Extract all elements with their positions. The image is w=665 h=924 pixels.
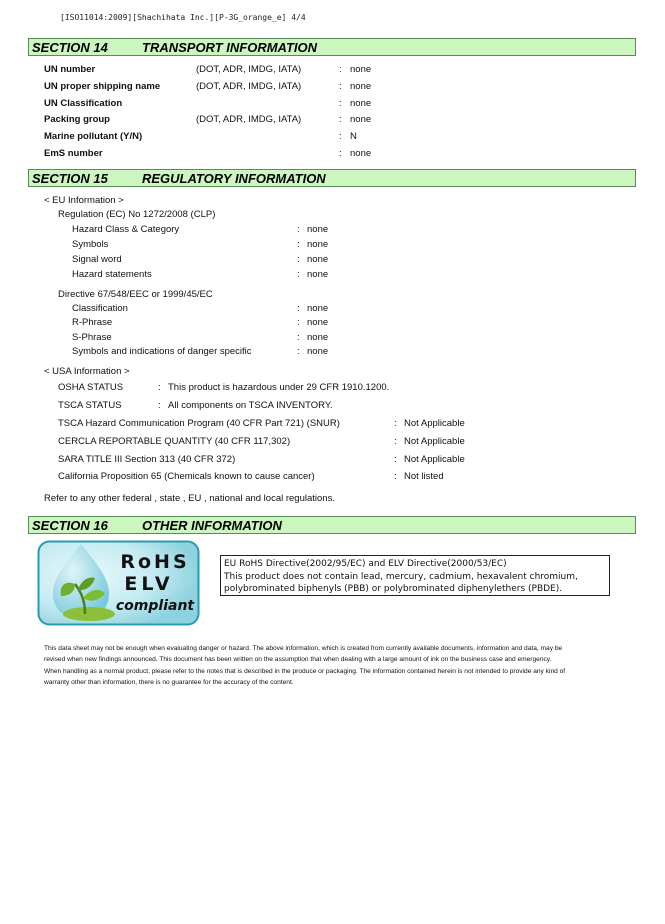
transport-value: none (350, 64, 372, 75)
section-14-title: TRANSPORT INFORMATION (142, 40, 318, 55)
section-15-number: SECTION 15 (32, 171, 108, 186)
usa-value: Not Applicable (404, 454, 465, 465)
colon: : (297, 224, 300, 235)
transport-label: Packing group (44, 114, 110, 125)
usa-value: Not Applicable (404, 418, 465, 429)
colon: : (297, 317, 300, 328)
transport-value: none (350, 98, 372, 109)
colon: : (339, 114, 342, 125)
colon: : (394, 418, 397, 429)
disclaimer-line: When handling as a normal product, please refer to the notes that is described in the produce or packaging. The information contained herein is not intended to provide any kind of (44, 667, 566, 675)
clp-label: Hazard Class & Category (72, 224, 180, 235)
colon: : (297, 254, 300, 265)
usa-label: SARA TITLE III Section 313 (40 CFR 372) (58, 454, 236, 465)
regulations-note: Refer to any other federal , state , EU , national and local regulations. (44, 493, 335, 504)
section-14-bar (28, 38, 636, 56)
logo-rohs-text: RoHS (120, 551, 190, 573)
colon: : (394, 436, 397, 447)
osha-value: This product is hazardous under 29 CFR 1910.1200. (168, 382, 390, 393)
eu-info-heading: < EU Information > (44, 195, 124, 206)
rohs-logo-graphic (37, 540, 200, 626)
usa-value: Not Applicable (404, 436, 465, 447)
disclaimer-line: warranty other than information, there is no guarantee for the accuracy of the content. (44, 679, 294, 687)
eu-box-line: EU RoHS Directive(2002/95/EC) and ELV Directive(2000/53/EC) (224, 559, 507, 569)
colon: : (394, 454, 397, 465)
clp-label: Signal word (72, 254, 122, 265)
disclaimer (44, 643, 636, 689)
colon: : (297, 332, 300, 343)
rohs-elv-logo (37, 540, 200, 626)
clp-heading: Regulation (EC) No 1272/2008 (CLP) (58, 209, 216, 220)
colon: : (297, 269, 300, 280)
transport-value: none (350, 81, 372, 92)
usa-value: Not listed (404, 471, 444, 482)
clp-label: Symbols (72, 239, 109, 250)
colon: : (339, 148, 342, 159)
usa-label: California Proposition 65 (Chemicals known to cause cancer) (58, 471, 315, 482)
transport-modes: (DOT, ADR, IMDG, IATA) (196, 64, 302, 75)
document-header: [ISO11014:2009][Shachihata Inc.][P-3G_orange_e] 4/4 (60, 13, 306, 22)
transport-label: EmS number (44, 148, 103, 159)
colon: : (339, 98, 342, 109)
transport-value: none (350, 148, 372, 159)
transport-label: Marine pollutant (Y/N) (44, 131, 143, 142)
osha-label: OSHA STATUS (58, 382, 124, 393)
colon: : (394, 471, 397, 482)
colon: : (339, 131, 342, 142)
directive-value: none (307, 332, 329, 343)
transport-label: UN Classification (44, 98, 123, 109)
section-16-title: OTHER INFORMATION (142, 518, 282, 533)
usa-label: CERCLA REPORTABLE QUANTITY (40 CFR 117,302) (58, 436, 291, 447)
eu-rohs-box (220, 555, 610, 596)
transport-modes: (DOT, ADR, IMDG, IATA) (196, 114, 302, 125)
logo-elv-text: ELV (124, 573, 174, 595)
section-16-bar (28, 516, 636, 534)
tsca-label: TSCA STATUS (58, 400, 122, 411)
directive-heading: Directive 67/548/EEC or 1999/45/EC (58, 289, 213, 300)
clp-label: Hazard statements (72, 269, 152, 280)
directive-value: none (307, 303, 329, 314)
directive-label: Symbols and indications of danger specific (72, 346, 252, 357)
clp-value: none (307, 239, 329, 250)
directive-value: none (307, 317, 329, 328)
section-14-number: SECTION 14 (32, 40, 108, 55)
transport-label: UN proper shipping name (44, 81, 161, 92)
clp-value: none (307, 254, 329, 265)
colon: : (158, 400, 161, 411)
tsca-value: All components on TSCA INVENTORY. (168, 400, 333, 411)
eu-box-line: polybrominated biphenyls (PBB) or polybrominated diphenylethers (PBDE). (224, 584, 563, 594)
usa-label: TSCA Hazard Communication Program (40 CFR Part 721) (SNUR) (58, 418, 340, 429)
section-16-number: SECTION 16 (32, 518, 108, 533)
colon: : (339, 64, 342, 75)
directive-label: R-Phrase (72, 317, 113, 328)
transport-value: none (350, 114, 372, 125)
transport-modes: (DOT, ADR, IMDG, IATA) (196, 81, 302, 92)
directive-value: none (307, 346, 329, 357)
disclaimer-line: This data sheet may not be enough when evaluating danger or hazard. The above information, which is created from currently available documents, information and data, may be (44, 645, 563, 652)
section-15-title: REGULATORY INFORMATION (142, 171, 326, 186)
colon: : (297, 239, 300, 250)
directive-label: S-Phrase (72, 332, 112, 343)
directive-label: Classification (72, 303, 128, 314)
clp-value: none (307, 224, 329, 235)
transport-value: N (350, 131, 357, 142)
logo-compliant-text: compliant (115, 598, 195, 614)
colon: : (297, 303, 300, 314)
colon: : (339, 81, 342, 92)
usa-info-heading: < USA Information > (44, 366, 130, 377)
section-15-bar (28, 169, 636, 187)
eu-box-line: This product does not contain lead, mercury, cadmium, hexavalent chromium, (224, 571, 578, 582)
disclaimer-line: revised when new findings announced. This document has been written on the assumption that when dealing with a large amount of ink on the business case and emergency. (44, 656, 552, 664)
clp-value: none (307, 269, 329, 280)
colon: : (297, 346, 300, 357)
transport-label: UN number (44, 64, 96, 75)
colon: : (158, 382, 161, 393)
